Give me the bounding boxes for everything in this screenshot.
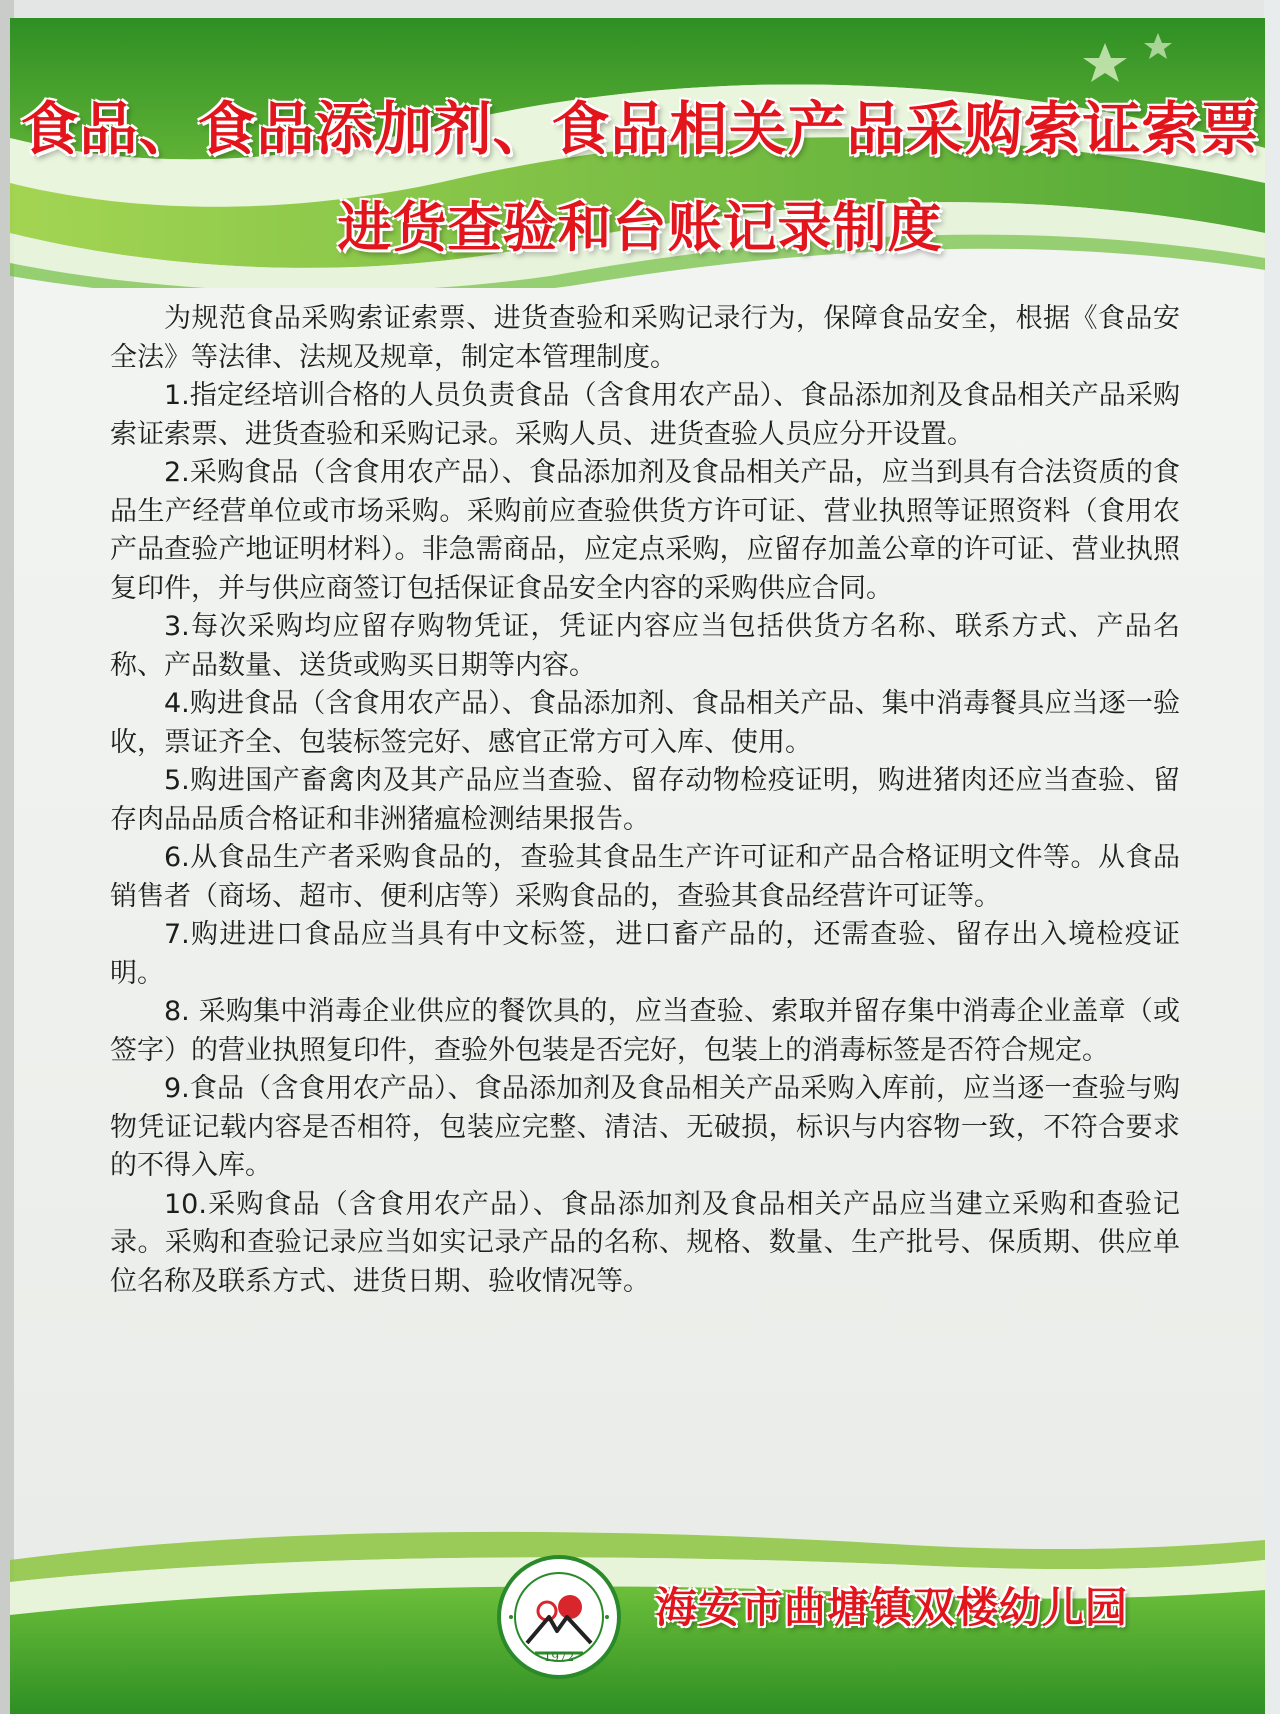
rule-item-10: 10.采购食品（含食用农产品）、食品添加剂及食品相关产品应当建立采购和查验记录。采购和查验记录应当如实记录产品的名称、规格、数量、生产批号、保质期、供应单位名称及联系方式、进货日期、验收情况等。 — [110, 1188, 1180, 1297]
rule-item-6: 6.从食品生产者采购食品的，查验其食品生产许可证和产品合格证明文件等。从食品销售者（商场、超市、便利店等）采购食品的，查验其食品经营许可证等。 — [110, 842, 1180, 912]
rule-item-3: 3.每次采购均应留存购物凭证，凭证内容应当包括供货方名称、联系方式、产品名称、产品数量、送货或购买日期等内容。 — [110, 611, 1180, 681]
rule-item-4: 4.购进食品（含食用农产品）、食品添加剂、食品相关产品、集中消毒餐具应当逐一验收，票证齐全、包装标签完好、感官正常方可入库、使用。 — [110, 688, 1180, 758]
rule-item-8: 8. 采购集中消毒企业供应的餐饮具的，应当查验、索取并留存集中消毒企业盖章（或签字）的营业执照复印件，查验外包装是否完好，包装上的消毒标签是否符合规定。 — [110, 996, 1180, 1066]
title-line-2: 进货查验和台账记录制度 — [337, 196, 943, 259]
rule-item-1: 1.指定经培训合格的人员负责食品（含食用农产品）、食品添加剂及食品相关产品采购索证索票、进货查验和采购记录。采购人员、进货查验人员应分开设置。 — [110, 380, 1180, 450]
rule-item-7: 7.购进进口食品应当具有中文标签，进口畜产品的，还需查验、留存出入境检疫证明。 — [110, 919, 1180, 989]
rule-item-5: 5.购进国产畜禽肉及其产品应当查验、留存动物检疫证明，购进猪肉还应当查验、留存肉品品质合格证和非洲猪瘟检测结果报告。 — [110, 765, 1180, 835]
intro-paragraph: 为规范食品采购索证索票、进货查验和采购记录行为，保障食品安全，根据《食品安全法》等法律、法规及规章，制定本管理制度。 — [110, 303, 1180, 373]
rule-item-2: 2.采购食品（含食用农产品）、食品添加剂及食品相关产品，应当到具有合法资质的食品生产经营单位或市场采购。采购前应查验供货方许可证、营业执照等证照资料（食用农产品查验产地证明材料）。非急需商品，应定点采购，应留存加盖公章的许可证、营业执照复印件，并与供应商签订包括保证食品安全内容的采购供应合同。 — [110, 457, 1180, 604]
school-name: 海安市曲塘镇双楼幼儿园 — [655, 1583, 1129, 1632]
rule-item-9: 9.食品（含食用农产品）、食品添加剂及食品相关产品采购入库前，应当逐一查验与购物凭证记载内容是否相符，包装应完整、清洁、无破损，标识与内容物一致，不符合要求的不得入库。 — [110, 1073, 1180, 1181]
regulation-body — [110, 300, 1180, 1301]
logo-year: 1972 — [543, 1650, 575, 1664]
wall-top-edge — [0, 0, 1280, 20]
title-line-1: 食品、食品添加剂、食品相关产品采购索证索票 — [20, 95, 1260, 163]
